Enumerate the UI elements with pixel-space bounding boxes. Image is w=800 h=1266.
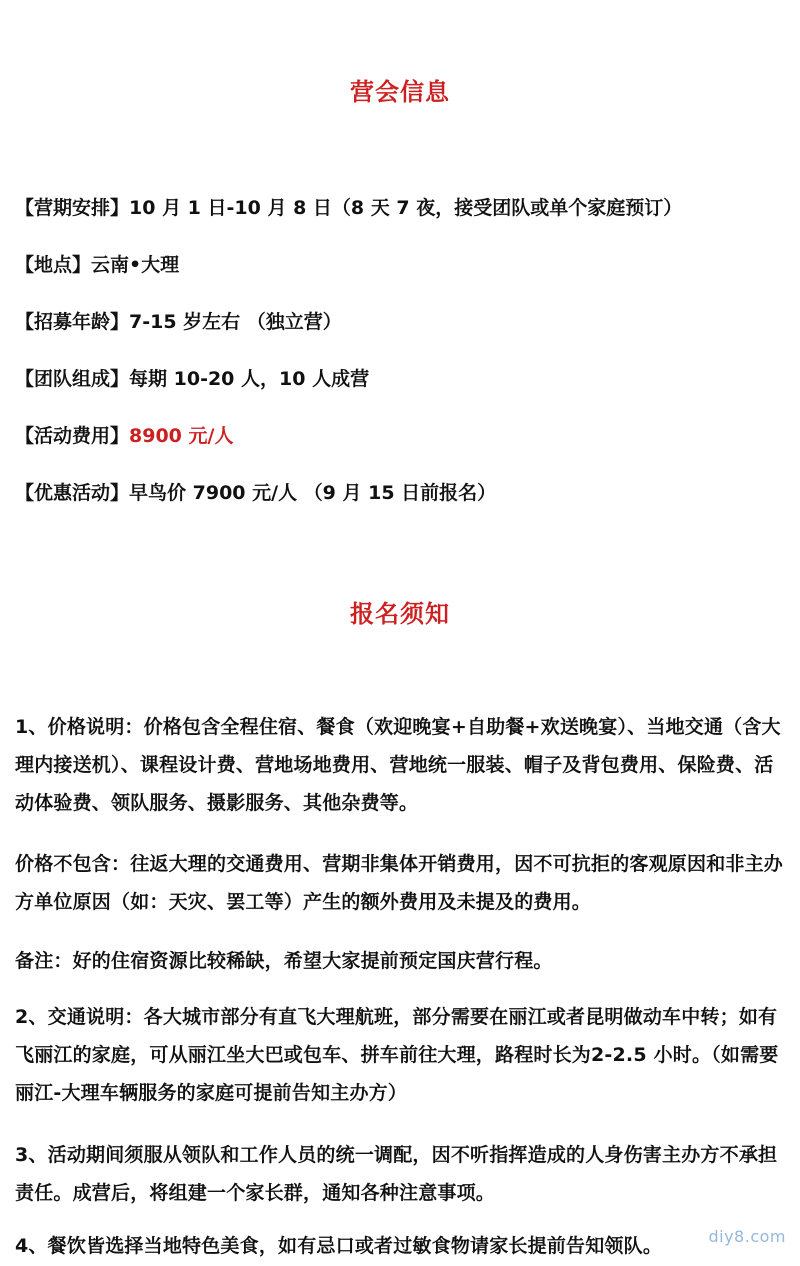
registration-paragraph-price: 1、价格说明：价格包含全程住宿、餐食（欢迎晚宴+自助餐+欢送晚宴）、当地交通（含大理内接送机）、课程设计费、营地场地费用、营地统一服装、帽子及背包费用、保险费、活动体验费、领队服务、摄影服务、其他杂费等。: [15, 716, 781, 814]
info-schedule: [15, 194, 682, 222]
registration-paragraph-note: 备注：好的住宿资源比较稀缺，希望大家提前预定国庆营行程。: [15, 950, 553, 972]
registration-paragraph-rules: 3、活动期间须服从领队和工作人员的统一调配，因不听指挥造成的人身伤害主办方不承担责任。成营后，将组建一个家长群，通知各种注意事项。: [15, 1144, 778, 1204]
info-schedule-label: 【营期安排】: [15, 197, 130, 219]
info-location-label: 【地点】: [15, 254, 92, 276]
camp-info-title: 营会信息: [350, 78, 450, 106]
info-discount: [15, 479, 496, 507]
info-fee-label: 【活动费用】: [15, 425, 130, 447]
info-age-value: 7-15 岁左右 （独立营）: [129, 311, 342, 333]
info-location-value: 云南•大理: [91, 254, 180, 276]
info-fee-value: 8900 元/人: [129, 425, 234, 447]
registration-paragraph-meals: 4、餐饮皆选择当地特色美食，如有忌口或者过敏食物请家长提前告知领队。: [15, 1235, 663, 1257]
info-age: [15, 308, 342, 336]
info-fee: [15, 422, 233, 450]
watermark-text: diy8.com: [708, 1227, 786, 1246]
info-discount-label: 【优惠活动】: [15, 482, 130, 504]
info-discount-value: 早鸟价 7900 元/人 （9 月 15 日前报名）: [129, 482, 497, 504]
registration-title: 报名须知: [350, 600, 450, 628]
registration-paragraph-excluded: 价格不包含：往返大理的交通费用、营期非集体开销费用，因不可抗拒的客观原因和非主办方单位原因（如：天灾、罢工等）产生的额外费用及未提及的费用。: [15, 853, 784, 913]
info-age-label: 【招募年龄】: [15, 311, 130, 333]
info-schedule-value: 10 月 1 日-10 月 8 日（8 天 7 夜，接受团队或单个家庭预订）: [129, 197, 683, 219]
info-team-label: 【团队组成】: [15, 368, 130, 390]
registration-paragraph-transport: 2、交通说明：各大城市部分有直飞大理航班，部分需要在丽江或者昆明做动车中转；如有飞丽江的家庭，可从丽江坐大巴或包车、拼车前往大理，路程时长为2-2.5 小时。（如需要丽江-大理车辆服务的家庭可提前告知主办方）: [15, 1006, 779, 1104]
info-team-value: 每期 10-20 人，10 人成营: [129, 368, 370, 390]
info-location: [15, 251, 179, 279]
info-team: [15, 365, 369, 393]
